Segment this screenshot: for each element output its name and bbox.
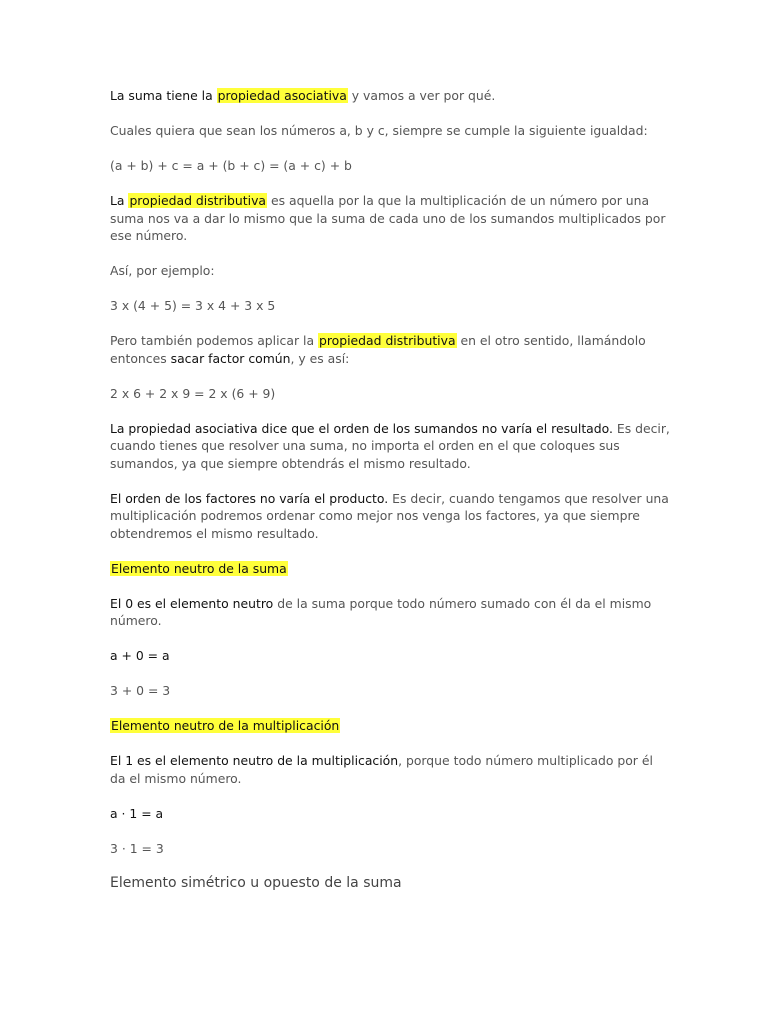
text: Es decir, cuando tengamos que resolver una multiplicación podremos ordenar como mejor nos venga los factores, ya que siempre obtendremos el mismo resultado. — [110, 490, 669, 541]
formula-neutral-sum-general: a + 0 = a — [110, 648, 170, 663]
text: de la suma porque todo número sumado con él da el mismo número. — [110, 595, 652, 628]
text: La — [110, 193, 129, 208]
formula-common-factor: 2 x 6 + 2 x 9 = 2 x (6 + 9) — [110, 385, 276, 401]
text: , porque todo número multiplicado por él da el mismo número. — [110, 753, 653, 786]
term-common-factor: sacar factor común — [170, 350, 291, 366]
heading-neutral-sum — [110, 560, 670, 578]
paragraph-associative-statement: Cuales quiera que sean los números a, b y c, siempre se cumple la siguiente igualdad: — [110, 123, 648, 138]
highlight-associative: propiedad asociativa — [217, 88, 347, 103]
heading-highlight: Elemento neutro de la suma — [111, 560, 287, 576]
formula-associative: (a + b) + c = a + (b + c) = (a + c) + b — [110, 158, 352, 173]
text: La suma tiene la — [110, 88, 217, 103]
text: Es decir, cuando tienes que resolver una suma, no importa el orden en el que coloques sus sumandos, ya que siempre obtendrás el mismo resultado. — [110, 420, 670, 471]
paragraph-common-factor — [110, 332, 670, 367]
statement: El 1 es el elemento neutro de la multiplicación — [110, 753, 399, 768]
paragraph-associative-intro — [110, 87, 670, 105]
highlight-distributive: propiedad distributiva — [129, 193, 267, 208]
text: , y es así: — [290, 350, 350, 366]
formula-neutral-mult-general: a · 1 = a — [110, 805, 164, 821]
text: Pero también podemos aplicar la — [110, 333, 318, 348]
paragraph-order-factors — [110, 490, 670, 543]
document-body — [110, 87, 670, 893]
statement: La propiedad asociativa dice que el orden de los sumandos no varía el resultado. — [110, 420, 613, 436]
formula-distributive: 3 x (4 + 5) = 3 x 4 + 3 x 5 — [110, 298, 276, 313]
formula-neutral-mult-example: 3 · 1 = 3 — [110, 840, 164, 856]
paragraph-example-intro: Así, por ejemplo: — [110, 263, 215, 278]
highlight-distributive: propiedad distributiva — [318, 333, 456, 348]
paragraph-distributive — [110, 192, 670, 245]
statement: El orden de los factores no varía el producto. — [110, 490, 389, 506]
paragraph-neutral-multiplication — [110, 752, 670, 787]
text: en el otro sentido, llamándolo entonces — [110, 333, 646, 366]
paragraph-neutral-sum — [110, 595, 670, 630]
text: y vamos a ver por qué. — [347, 88, 496, 103]
statement: El 0 es el elemento neutro — [110, 595, 274, 611]
heading-highlight: Elemento neutro de la multiplicación — [111, 718, 340, 733]
text: es aquella por la que la multiplicación de un número por una suma nos va a dar lo mismo que la suma de cada uno de los sumandos multiplicados por ese número. — [110, 193, 666, 243]
formula-neutral-sum-example: 3 + 0 = 3 — [110, 683, 171, 698]
heading-symmetric-sum: Elemento simétrico u opuesto de la suma — [110, 875, 402, 891]
heading-neutral-multiplication — [110, 717, 670, 735]
paragraph-order-addends — [110, 420, 670, 473]
